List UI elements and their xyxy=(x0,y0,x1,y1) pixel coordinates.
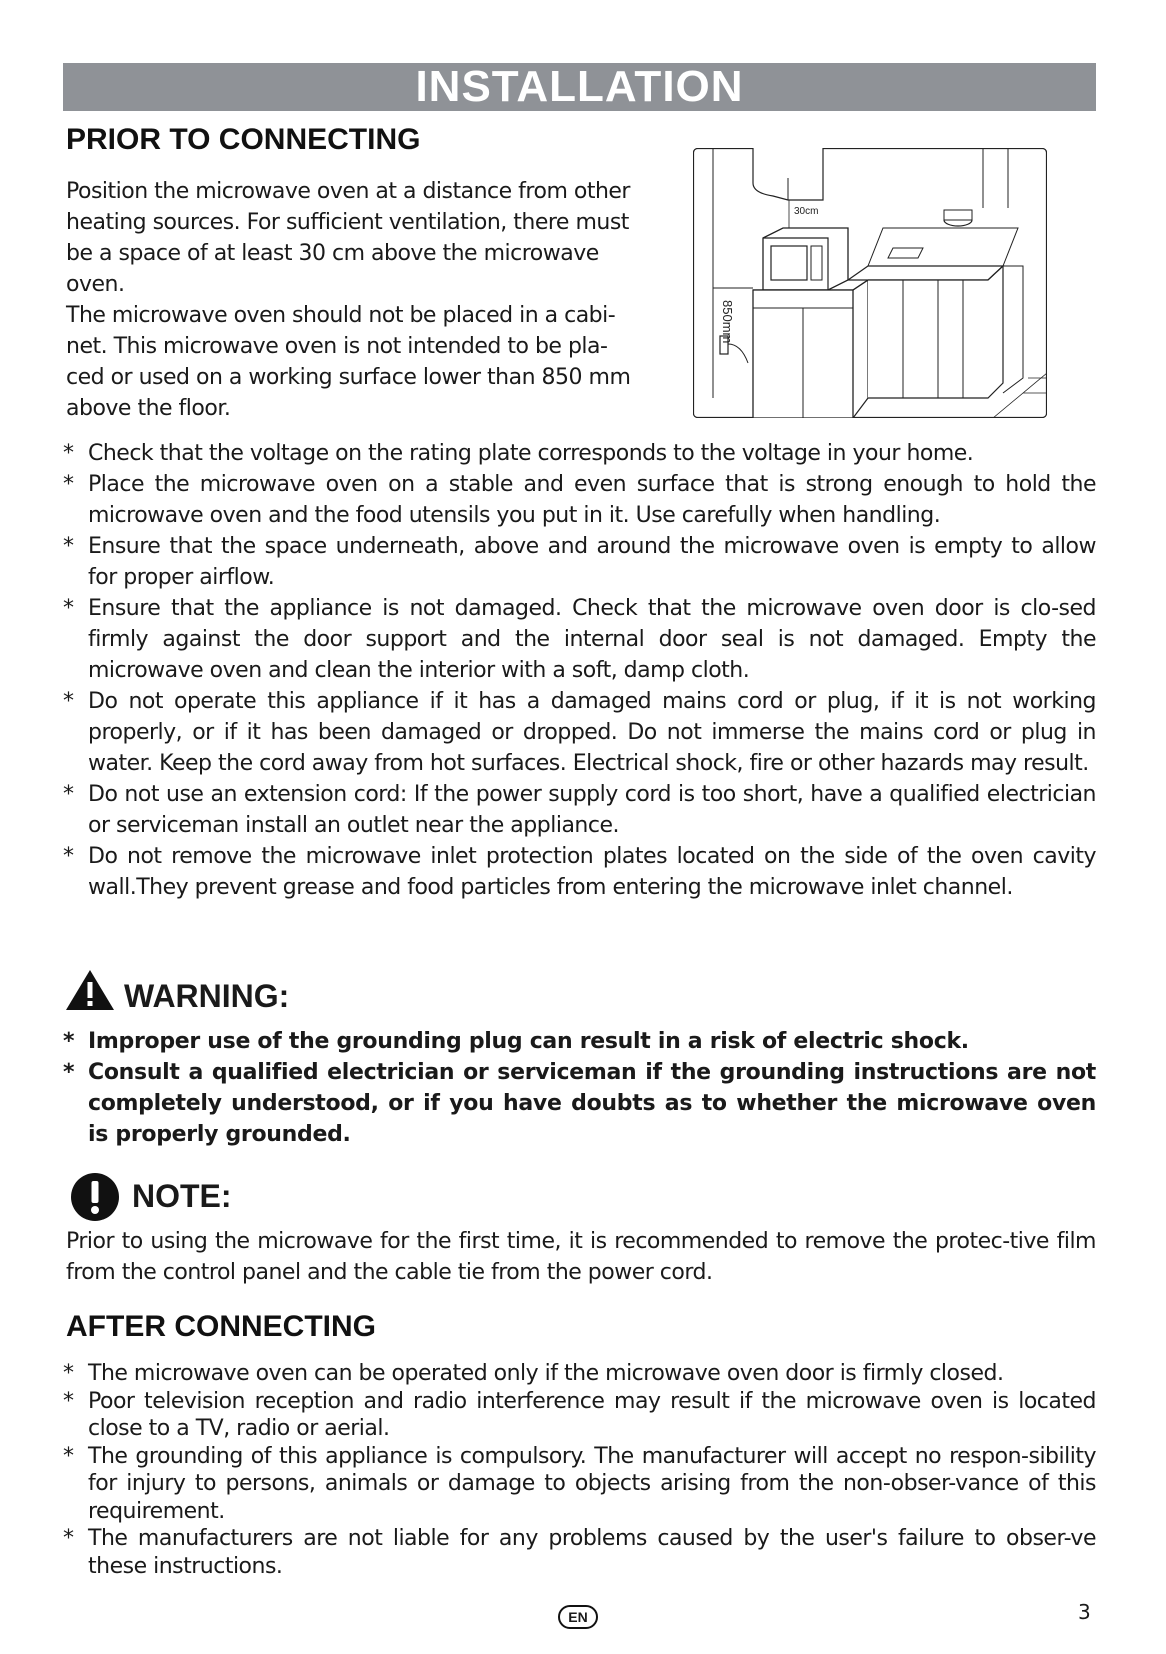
list-item-text: Ensure that the appliance is not damaged. Check that the microwave oven door is clo-sed firmly against the door support and the internal door seal is not damaged. Empty the microwave oven and clean the interior with a soft, damp cloth. xyxy=(88,596,1096,683)
intro-line: above the floor. xyxy=(66,396,231,421)
bullet-star: * xyxy=(63,1526,74,1551)
prior-intro xyxy=(66,176,676,424)
list-item xyxy=(63,1360,1096,1388)
list-item-text: Do not remove the microwave inlet protection plates located on the side of the oven cavity wall.They prevent grease and food particles from entering the microwave inlet channel. xyxy=(88,844,1096,900)
bullet-star: * xyxy=(63,1029,75,1054)
list-item-text: Do not operate this appliance if it has a damaged mains cord or plug, if it is not working properly, or if it has been damaged or dropped. Do not immerse the mains cord or plug in water. Keep the cord away from hot surfaces. Electrical shock, fire or other hazards may result. xyxy=(88,689,1096,776)
list-item-text: Consult a qualified electrician or serviceman if the grounding instructions are not completely understood, or if you have doubts as to whether the microwave oven is properly grounded. xyxy=(88,1060,1096,1147)
bullet-star: * xyxy=(63,1361,74,1386)
list-item-text: Check that the voltage on the rating plate corresponds to the voltage in your home. xyxy=(88,441,974,466)
warning-title: WARNING: xyxy=(124,978,290,1014)
bullet-star: * xyxy=(63,689,74,714)
list-item xyxy=(63,841,1096,903)
page-number: 3 xyxy=(1078,1600,1091,1624)
list-item xyxy=(63,686,1096,779)
note-text: Prior to using the microwave for the first time, it is recommended to remove the protec-tive film from the control panel and the cable tie from the power cord. xyxy=(66,1229,1096,1285)
intro-line: oven. xyxy=(66,272,125,297)
bullet-star: * xyxy=(63,1443,74,1469)
intro-line: net. This microwave oven is not intended to be pla- xyxy=(66,334,608,359)
list-item xyxy=(63,1388,1096,1443)
list-item xyxy=(63,593,1096,686)
intro-line: ced or used on a working surface lower than 850 mm xyxy=(66,365,631,390)
banner-title: INSTALLATION xyxy=(415,62,744,111)
bullet-star: * xyxy=(63,1388,74,1414)
after-heading: AFTER CONNECTING xyxy=(66,1310,376,1343)
list-item-text: Do not use an extension cord: If the power supply cord is too short, have a qualified electrician or serviceman install an outlet near the appliance. xyxy=(88,782,1096,838)
bullet-star: * xyxy=(63,534,74,559)
list-item-text: Ensure that the space underneath, above and around the microwave oven is empty to allow for proper airflow. xyxy=(88,534,1096,590)
list-item-text: Improper use of the grounding plug can result in a risk of electric shock. xyxy=(88,1029,969,1054)
intro-line: The microwave oven should not be placed in a cabi- xyxy=(66,303,616,328)
list-item-text: Poor television reception and radio interference may result if the microwave oven is located close to a TV, radio or aerial. xyxy=(88,1388,1096,1441)
figure-label-side: 850mm xyxy=(720,300,735,344)
list-item-text: Place the microwave oven on a stable and even surface that is strong enough to hold the microwave oven and the food utensils you put in it. Use carefully when handling. xyxy=(88,472,1096,528)
list-item xyxy=(63,469,1096,531)
list-item xyxy=(63,779,1096,841)
list-item xyxy=(63,1026,1096,1057)
list-item xyxy=(63,1057,1096,1150)
figure-label-top: 30cm xyxy=(794,206,819,217)
intro-line: Position the microwave oven at a distance from other xyxy=(66,179,630,204)
warning-bullet-list xyxy=(63,1026,1096,1150)
kitchen-installation-figure xyxy=(693,148,1047,418)
bullet-star: * xyxy=(63,441,74,466)
bullet-star: * xyxy=(63,1060,75,1085)
list-item xyxy=(63,531,1096,593)
bullet-star: * xyxy=(63,472,74,497)
section-banner xyxy=(63,63,1096,111)
after-bullet-list xyxy=(63,1360,1096,1580)
intro-line: be a space of at least 30 cm above the microwave xyxy=(66,241,599,266)
list-item xyxy=(63,1443,1096,1526)
bullet-star: * xyxy=(63,782,74,807)
bullet-star: * xyxy=(63,844,74,869)
list-item xyxy=(63,438,1096,469)
intro-line: heating sources. For sufficient ventilation, there must xyxy=(66,210,629,235)
list-item-text: The microwave oven can be operated only if the microwave oven door is firmly closed. xyxy=(88,1361,1004,1386)
warning-triangle-icon xyxy=(64,968,116,1012)
list-item-text: The grounding of this appliance is compulsory. The manufacturer will accept no respon-sibility for injury to persons, animals or damage to objects arising from the non-obser-vance of this requirement. xyxy=(88,1443,1096,1524)
language-badge: EN xyxy=(558,1605,598,1629)
bullet-star: * xyxy=(63,596,74,621)
exclamation-circle-icon xyxy=(70,1172,120,1222)
note-title: NOTE: xyxy=(132,1178,232,1214)
list-item-text: The manufacturers are not liable for any problems caused by the user's failure to obser-ve these instructions. xyxy=(88,1526,1096,1579)
prior-bullet-list xyxy=(63,438,1096,903)
list-item xyxy=(63,1525,1096,1580)
prior-heading: PRIOR TO CONNECTING xyxy=(66,123,421,156)
